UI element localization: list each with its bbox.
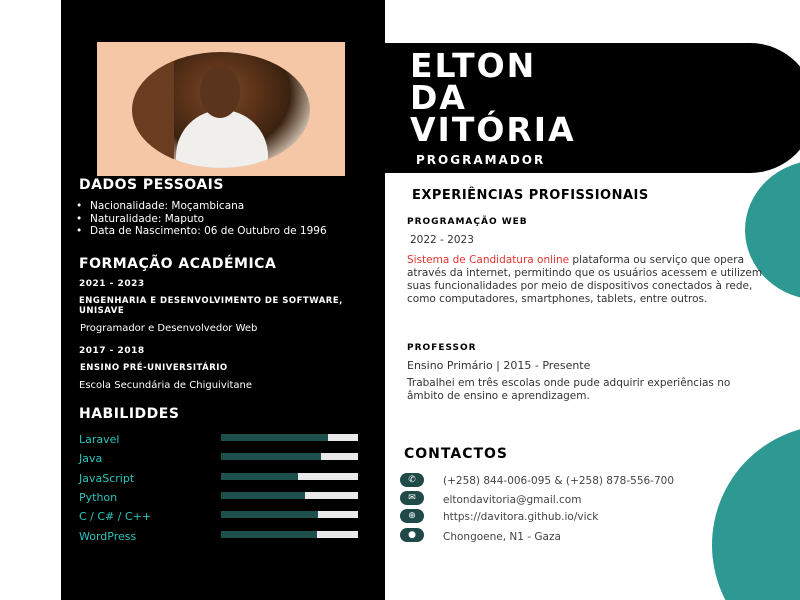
- education-years: 2021 - 2023: [79, 279, 145, 289]
- job-highlight: Sistema de Candidatura online: [407, 254, 570, 266]
- education-detail: Programador e Desenvolvedor Web: [80, 323, 258, 334]
- phone-text: (+258) 844-006-095 & (+258) 878-556-700: [443, 475, 675, 487]
- skills-title: HABILIDDES: [79, 406, 180, 422]
- skill-bar: [221, 492, 358, 499]
- education-course: ENSINO PRÉ-UNIVERSITÁRIO: [80, 363, 228, 373]
- job-period: Ensino Primário | 2015 - Presente: [407, 359, 591, 372]
- website-link[interactable]: https://davitora.github.io/vick: [443, 511, 599, 523]
- job-title: PROFESSOR: [407, 343, 477, 353]
- list-item: • Naturalidade: Maputo: [76, 213, 386, 226]
- experience-title: EXPERIÊNCIAS PROFISSIONAIS: [412, 188, 649, 203]
- education-course: ENGENHARIA E DESENVOLVIMENTO DE SOFTWARE, UNISAVE: [79, 296, 343, 316]
- phone-icon: ✆: [400, 473, 424, 487]
- list-item: • Nacionalidade: Moçambicana: [76, 200, 386, 213]
- personal-data-title: DADOS PESSOAIS: [79, 177, 224, 193]
- profile-photo: [132, 52, 310, 168]
- address-text: Chongoene, N1 - Gaza: [443, 531, 561, 543]
- globe-icon: ⊕: [400, 509, 424, 523]
- skill-bar: [221, 511, 358, 518]
- location-icon: ●: [400, 528, 424, 542]
- skill-bar-fill: [221, 473, 298, 480]
- skill-bar-fill: [221, 434, 328, 441]
- education-years: 2017 - 2018: [79, 346, 145, 356]
- education-title: FORMAÇÃO ACADÉMICA: [79, 256, 277, 272]
- job-description: Sistema de Candidatura online plataforma ou serviço que opera através da internet, permitindo que os usuários acessem e utilizem suas funcionalidades por meio de dispositivos conectados à rede, como computadores, smartphones, tablets, entre outros.: [407, 254, 763, 305]
- skill-label: C / C# / C++: [79, 510, 152, 523]
- job-description: Trabalhei em três escolas onde pude adquirir experiências no âmbito de ensino e aprendizagem.: [407, 377, 731, 402]
- skill-label: JavaScript: [79, 472, 135, 485]
- email-link[interactable]: eltondavitoria@gmail.com: [443, 494, 582, 506]
- job-role: PROGRAMADOR: [416, 153, 546, 167]
- skill-bar-fill: [221, 453, 321, 460]
- skill-label: Python: [79, 491, 118, 504]
- email-icon: ✉: [400, 491, 424, 505]
- personal-data-list: [76, 200, 386, 238]
- job-period: 2022 - 2023: [410, 234, 474, 246]
- skill-label: Java: [79, 452, 103, 465]
- education-detail: Escola Secundária de Chiguivitane: [79, 380, 253, 391]
- job-title: PROGRAMAÇÃO WEB: [407, 217, 528, 227]
- person-name: ELTON DA VITÓRIA: [410, 46, 576, 149]
- skill-bar-fill: [221, 492, 305, 499]
- contacts-title: CONTACTOS: [404, 446, 508, 462]
- skill-bar: [221, 434, 358, 441]
- list-item: • Data de Nascimento: 06 de Outubro de 1996: [76, 225, 386, 238]
- skill-bar: [221, 473, 358, 480]
- skill-bar-fill: [221, 511, 318, 518]
- skill-bar: [221, 531, 358, 538]
- skill-label: Laravel: [79, 433, 120, 446]
- skill-label: WordPress: [79, 530, 137, 543]
- skill-bar: [221, 453, 358, 460]
- skill-bar-fill: [221, 531, 317, 538]
